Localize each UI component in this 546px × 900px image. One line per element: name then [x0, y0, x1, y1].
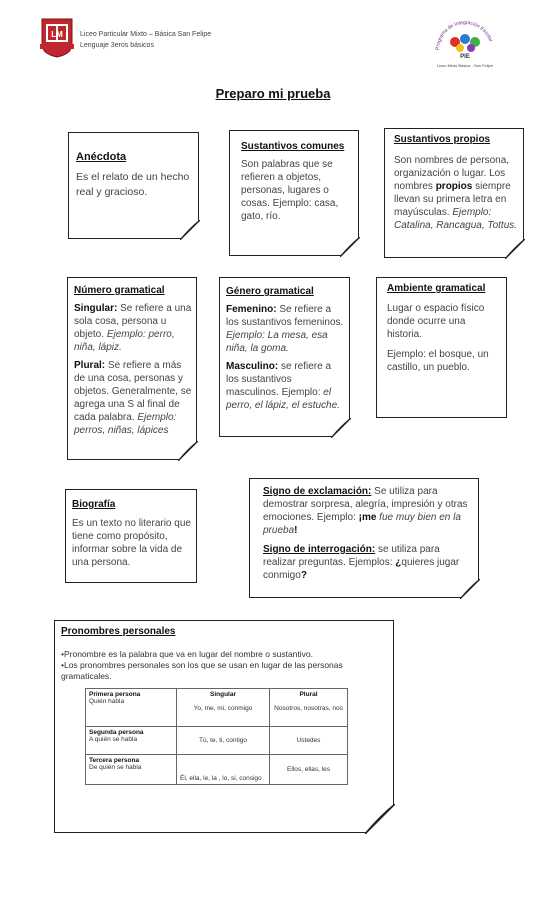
- propios-example: Ejemplo: Catalina, Rancagua, Tottus.: [394, 207, 518, 231]
- pronombres-bullet-1: •Pronombre es la palabra que va en lugar del nombre o sustantivo.: [61, 649, 313, 659]
- page-curl-icon: [460, 579, 480, 599]
- card-biografia: [65, 489, 197, 583]
- exclamacion-example: fue muy bien en la prueba: [263, 512, 461, 536]
- numero-plural: [74, 359, 192, 437]
- card-sustantivos-propios-title: Sustantivos propios: [394, 134, 491, 145]
- row-singular: Yo, me, mi, conmigo: [193, 705, 253, 712]
- card-genero-title: Género gramatical: [226, 286, 314, 297]
- page-curl-icon: [365, 804, 395, 834]
- exclamacion-b1: ¡me: [358, 512, 377, 523]
- femenino-text: Se refiere a los sustantivos femeninos.: [226, 304, 344, 328]
- femenino-example: Ejemplo: La mesa, esa niña, la goma.: [226, 330, 328, 354]
- page-title: Preparo mi prueba: [215, 86, 331, 101]
- signo-interrogacion: [263, 543, 472, 582]
- table-cell: [177, 689, 270, 727]
- interrogacion-example: quieres jugar conmigo: [263, 557, 460, 581]
- table-cell: [86, 689, 177, 727]
- femenino-label: Femenino:: [226, 304, 277, 315]
- masculino-example: el perro, el lápiz, el estuche.: [226, 387, 340, 411]
- page-curl-icon: [180, 220, 200, 240]
- pie-logo-ring: Programa de Integración Escolar: [434, 19, 494, 51]
- genero-masculino: [226, 360, 345, 412]
- pronombres-bullet-2: •Los pronombres personales son los que se usan en lugar de las personas gramaticales.: [61, 660, 343, 681]
- interrogacion-label: Signo de interrogación:: [263, 544, 376, 555]
- plural-example: Ejemplo: perros, niñas, lápices: [74, 412, 177, 436]
- table-cell: [86, 727, 177, 755]
- logo-text: LM: [51, 30, 63, 39]
- table-cell: [270, 755, 348, 785]
- card-signos: [249, 478, 479, 598]
- table-cell: [177, 755, 270, 785]
- page-curl-icon: [331, 418, 351, 438]
- row-name: Tercera persona: [89, 757, 140, 764]
- plural-text: Se refiere a más de una cosa, personas y objetos. Generalmente, se agrega una S al final de cada palabra.: [74, 360, 192, 423]
- interrogacion-b2: ?: [300, 570, 307, 581]
- plural-label: Plural:: [74, 360, 106, 371]
- table-row: [86, 689, 348, 727]
- card-pronombres: [54, 620, 394, 833]
- card-biografia-text: Es un texto no literario que tiene como propósito, informar sobre la vida de una persona.: [72, 518, 191, 568]
- row-name: Primera persona: [89, 691, 141, 698]
- interrogacion-text: se utiliza para realizar preguntas. Ejemplos:: [263, 544, 440, 568]
- col-plural-header: Plural: [299, 691, 318, 698]
- page-curl-icon: [340, 237, 360, 257]
- card-pronombres-title: Pronombres personales: [61, 626, 176, 637]
- card-genero-gramatical: [219, 277, 350, 437]
- genero-femenino: [226, 303, 345, 355]
- card-numero-title: Número gramatical: [74, 285, 165, 296]
- card-sustantivos-propios: [384, 128, 524, 258]
- interrogacion-b1: ¿: [395, 557, 402, 568]
- row-singular: Él, ella, le, la , lo, si, consigo: [180, 775, 262, 782]
- propios-bold: propios: [435, 181, 473, 192]
- card-sustantivos-comunes: [229, 130, 359, 256]
- ambiente-text-1: Lugar o espacio físico donde ocurre una historia.: [387, 303, 485, 340]
- table-cell: [270, 727, 348, 755]
- row-desc: A quién se habla: [89, 736, 138, 743]
- subject-name: Lenguaje 3eros básicos: [80, 42, 154, 49]
- card-sustantivos-comunes-text: Son palabras que se refieren a objetos, personas, lugares o cosas. Ejemplo: casa, gato, río.: [241, 159, 339, 222]
- card-ambiente-title: Ambiente gramatical: [387, 283, 486, 294]
- table-row: [86, 755, 348, 785]
- row-plural: Ellos, ellas, les: [287, 766, 330, 773]
- card-sustantivos-comunes-title: Sustantivos comunes: [241, 141, 345, 152]
- table-row: [86, 727, 348, 755]
- numero-singular: [74, 302, 192, 354]
- pie-logo-badge: PIE: [460, 54, 470, 60]
- signo-exclamacion: [263, 485, 472, 537]
- page-curl-icon: [505, 239, 525, 259]
- masculino-label: Masculino:: [226, 361, 279, 372]
- card-anecdota-text: Es el relato de un hecho real y gracioso.: [76, 171, 190, 198]
- table-cell: [86, 755, 177, 785]
- card-numero-gramatical: [67, 277, 197, 460]
- exclamacion-b2: !: [294, 525, 298, 536]
- school-logo: [40, 16, 74, 58]
- row-plural: Ustedes: [296, 737, 321, 744]
- table-cell: [270, 689, 348, 727]
- page-curl-icon: [178, 441, 198, 461]
- card-anecdota: [68, 132, 199, 239]
- singular-text: Se refiere a una sola cosa, persona u objeto.: [74, 303, 192, 340]
- propios-text-2: siempre llevan su primera letra en mayúsculas.: [394, 181, 511, 218]
- propios-text-1: Son nombres de persona, organización o lugar. Los nombres: [394, 155, 510, 192]
- card-biografia-title: Biografía: [72, 499, 116, 510]
- singular-label: Singular:: [74, 303, 118, 314]
- school-name: Liceo Particular Mixto – Básica San Felipe: [80, 31, 212, 38]
- card-anecdota-title: Anécdota: [76, 151, 127, 163]
- ambiente-text-2: Ejemplo: el bosque, un castillo, un pueblo.: [387, 349, 489, 373]
- exclamacion-label: Signo de exclamación:: [263, 486, 372, 497]
- pie-logo: [425, 14, 505, 72]
- row-desc: De quién se habla: [89, 764, 142, 771]
- row-desc: Quién habla: [89, 698, 125, 705]
- col-singular-header: Singular: [209, 691, 236, 698]
- pronombres-table: [85, 688, 348, 785]
- singular-example: Ejemplo: perro, niña, lápiz.: [74, 329, 175, 353]
- masculino-text: se refiere a los sustantivos masculinos. Ejemplo:: [226, 361, 332, 398]
- pie-logo-caption: Liceo Mixto Básica - San Felipe: [436, 63, 494, 68]
- card-ambiente-gramatical: [376, 277, 507, 418]
- row-plural: Nosotros, nosotras, nos: [274, 705, 343, 712]
- row-name: Segunda persona: [89, 729, 144, 736]
- table-cell: [177, 727, 270, 755]
- row-singular: Tú, te, ti, contigo: [198, 737, 248, 744]
- exclamacion-text: Se utiliza para demostrar sorpresa, alegría, impresión y otras emociones. Ejemplo:: [263, 486, 468, 523]
- card-sustantivos-propios-text: [394, 154, 519, 232]
